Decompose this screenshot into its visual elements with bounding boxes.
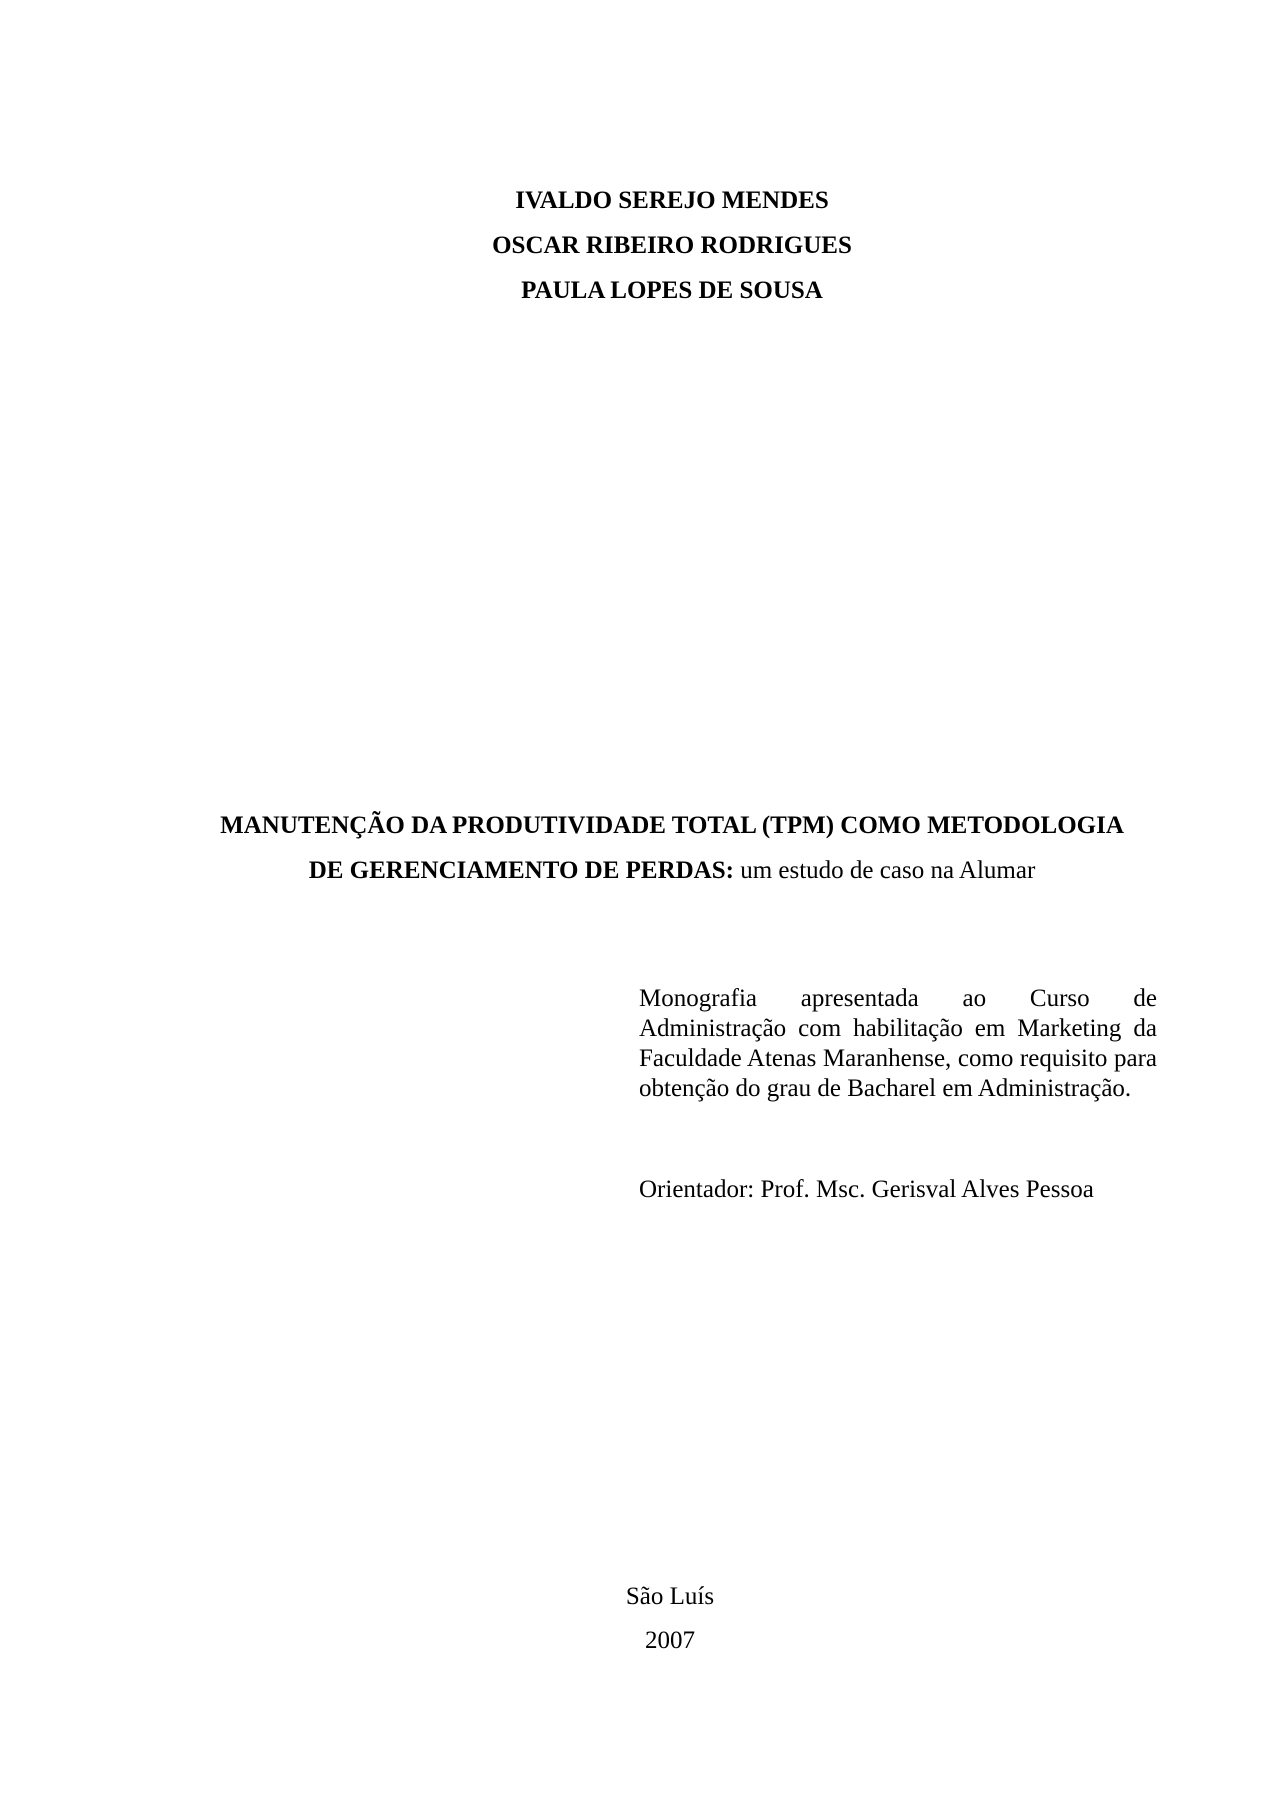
author-name: OSCAR RIBEIRO RODRIGUES <box>492 232 852 259</box>
authors-block <box>0 178 1280 313</box>
year: 2007 <box>645 1627 695 1654</box>
thesis-title <box>0 803 1280 893</box>
city: São Luís <box>625 1583 715 1610</box>
author-name: PAULA LOPES DE SOUSA <box>521 277 823 304</box>
title-line-1: MANUTENÇÃO DA PRODUTIVIDADE TOTAL (TPM) COMO METODOLOGIA <box>220 812 1124 839</box>
title-subtitle: um estudo de caso na Alumar <box>740 857 1036 884</box>
advisor-line: Orientador: Prof. Msc. Gerisval Alves Pessoa <box>639 1176 1094 1203</box>
title-line-2 <box>0 848 1280 893</box>
place-and-date <box>0 1575 1280 1663</box>
author-name: IVALDO SEREJO MENDES <box>515 187 829 214</box>
title-line-2-main: DE GERENCIAMENTO DE PERDAS: <box>308 857 734 884</box>
purpose-statement: Monografia apresentada ao Curso de Administração com habilitação em Marketing da Faculdade Atenas Maranhense, como requisito para obtenção do grau de Bacharel em Administração. <box>639 985 1157 1102</box>
